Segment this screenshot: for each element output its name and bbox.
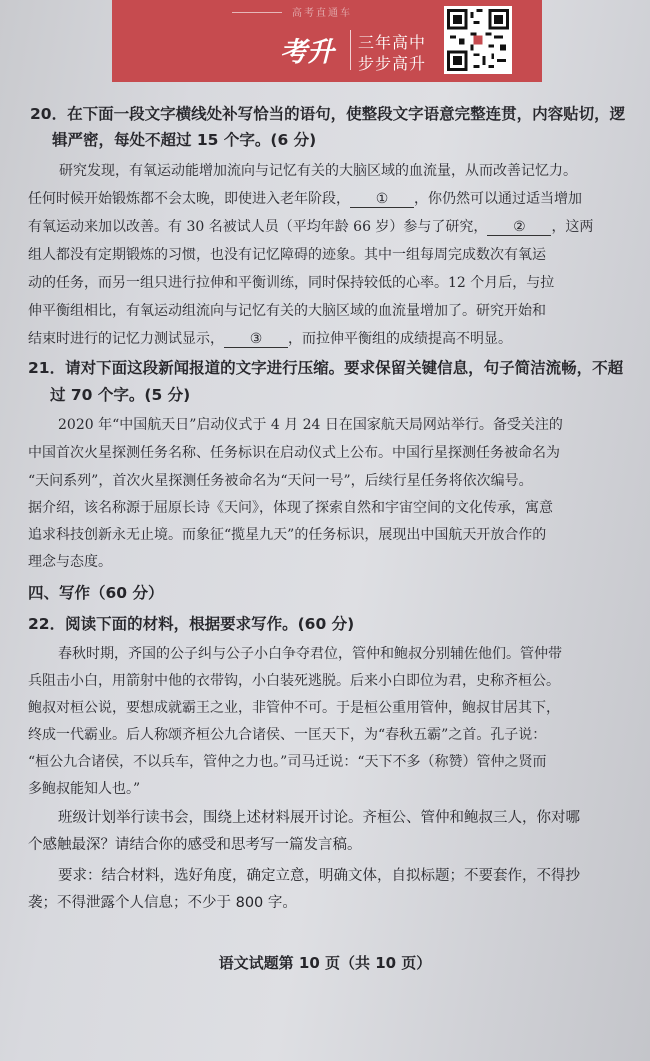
- q21-text-line3: “天问系列”，首次火星探测任务被命名为“天问一号”，后续行星任务将依次编号。: [28, 473, 533, 489]
- q22-stem: 22．阅读下面的材料，根据要求写作。(60 分): [28, 615, 355, 633]
- q20-text-line1: 研究发现，有氧运动能增加流向与记忆有关的大脑区域的血流量，从而改善记忆力。: [59, 163, 577, 179]
- q20-text-line3: [28, 216, 593, 236]
- q20-text-line3b: ，这两: [551, 219, 594, 235]
- q22-requirements-line2: 袭；不得泄露个人信息；不少于 800 字。: [28, 895, 297, 911]
- answer-blank-1[interactable]: ①: [350, 191, 414, 208]
- q22-text-line3: 鲍叔对桓公说，要想成就霸王之业，非管仲不可。于是桓公重用管仲，鲍叔甘居其下，: [28, 700, 560, 716]
- answer-blank-3[interactable]: ③: [224, 331, 288, 348]
- q20-text-line7a: 结束时进行的记忆力测试显示，: [28, 331, 224, 347]
- q22-text-line4: 终成一代霸业。后人称颂齐桓公九合诸侯、一匡天下，为“春秋五霸”之首。孔子说：: [28, 727, 547, 743]
- q20-text-line3a: 有氧运动来加以改善。有 30 名被试人员（平均年龄 66 岁）参与了研究，: [28, 219, 488, 235]
- banner-slogan-line2: 步步高升: [358, 54, 427, 73]
- answer-blank-2[interactable]: ②: [487, 219, 551, 236]
- q22-text-line5: “桓公九合诸侯，不以兵车，管仲之力也。”司马迁说：“天下不多（称赞）管仲之贤而: [28, 754, 547, 770]
- banner-top-text: 高考直通车: [292, 8, 352, 19]
- q21-stem-line2: 过 70 个字。(5 分): [50, 386, 191, 404]
- q22-task-line2: 个感触最深？请结合你的感受和思考写一篇发言稿。: [28, 837, 362, 853]
- q22-text-line6: 多鲍叔能知人也。”: [28, 781, 141, 797]
- q21-text-line5: 追求科技创新永无止境。而象征“揽星九天”的任务标识，展现出中国航天开放合作的: [28, 527, 547, 543]
- q20-stem-line2: 辑严密，每处不超过 15 个字。(6 分): [52, 131, 317, 149]
- q21-text-line1: 2020 年“中国航天日”启动仪式于 4 月 24 日在国家航天局网站举行。备受关注的: [58, 417, 563, 433]
- q20-text-line7: [28, 328, 512, 348]
- section-heading-writing: 四、写作（60 分）: [28, 584, 164, 602]
- q20-text-line5: 动的任务，而另一组只进行拉伸和平衡训练，同时保持较低的心率。12 个月后，与拉: [28, 275, 555, 291]
- q20-text-line2b: ，你仍然可以通过适当增加: [414, 191, 582, 207]
- q20-stem-line1: 20．在下面一段文字横线处补写恰当的语句，使整段文字语意完整连贯，内容贴切，逻: [30, 105, 626, 123]
- q22-text-line2: 兵阻击小白，用箭射中他的衣带钩，小白装死逃脱。后来小白即位为君，史称齐桓公。: [28, 673, 560, 689]
- q21-text-line4: 据介绍，该名称源于屈原长诗《天问》，体现了探索自然和宇宙空间的文化传承，寓意: [28, 500, 553, 516]
- q20-text-line7b: ，而拉伸平衡组的成绩提高不明显。: [288, 331, 512, 347]
- banner-logo: 考升: [280, 37, 334, 68]
- page-footer: 语文试题第 10 页（共 10 页）: [218, 954, 432, 972]
- q21-text-line6: 理念与态度。: [28, 554, 112, 570]
- q20-text-line2a: 任何时候开始锻炼都不会太晚，即使进入老年阶段，: [28, 191, 350, 207]
- q20-text-line4: 组人都没有定期锻炼的习惯，也没有记忆障碍的迹象。其中一组每周完成数次有氧运: [28, 247, 546, 263]
- q21-stem-line1: 21．请对下面这段新闻报道的文字进行压缩。要求保留关键信息，句子简洁流畅，不超: [28, 359, 624, 377]
- q22-requirements-line1: 要求：结合材料，选好角度，确定立意，明确文体，自拟标题；不要套作，不得抄: [58, 868, 580, 884]
- q21-text-line2: 中国首次火星探测任务名称、任务标识在启动仪式上公布。中国行星探测任务被命名为: [28, 445, 560, 461]
- q20-text-line2: [28, 188, 582, 208]
- q22-text-line1: 春秋时期，齐国的公子纠与公子小白争夺君位，管仲和鲍叔分别辅佐他们。管仲带: [58, 646, 562, 662]
- q20-text-line6: 伸平衡组相比，有氧运动组流向与记忆有关的大脑区域的血流量增加了。研究开始和: [28, 303, 546, 319]
- banner-slogan-line1: 三年高中: [358, 33, 427, 52]
- q22-task-line1: 班级计划举行读书会，围绕上述材料展开讨论。齐桓公、管仲和鲍叔三人，你对哪: [58, 810, 580, 826]
